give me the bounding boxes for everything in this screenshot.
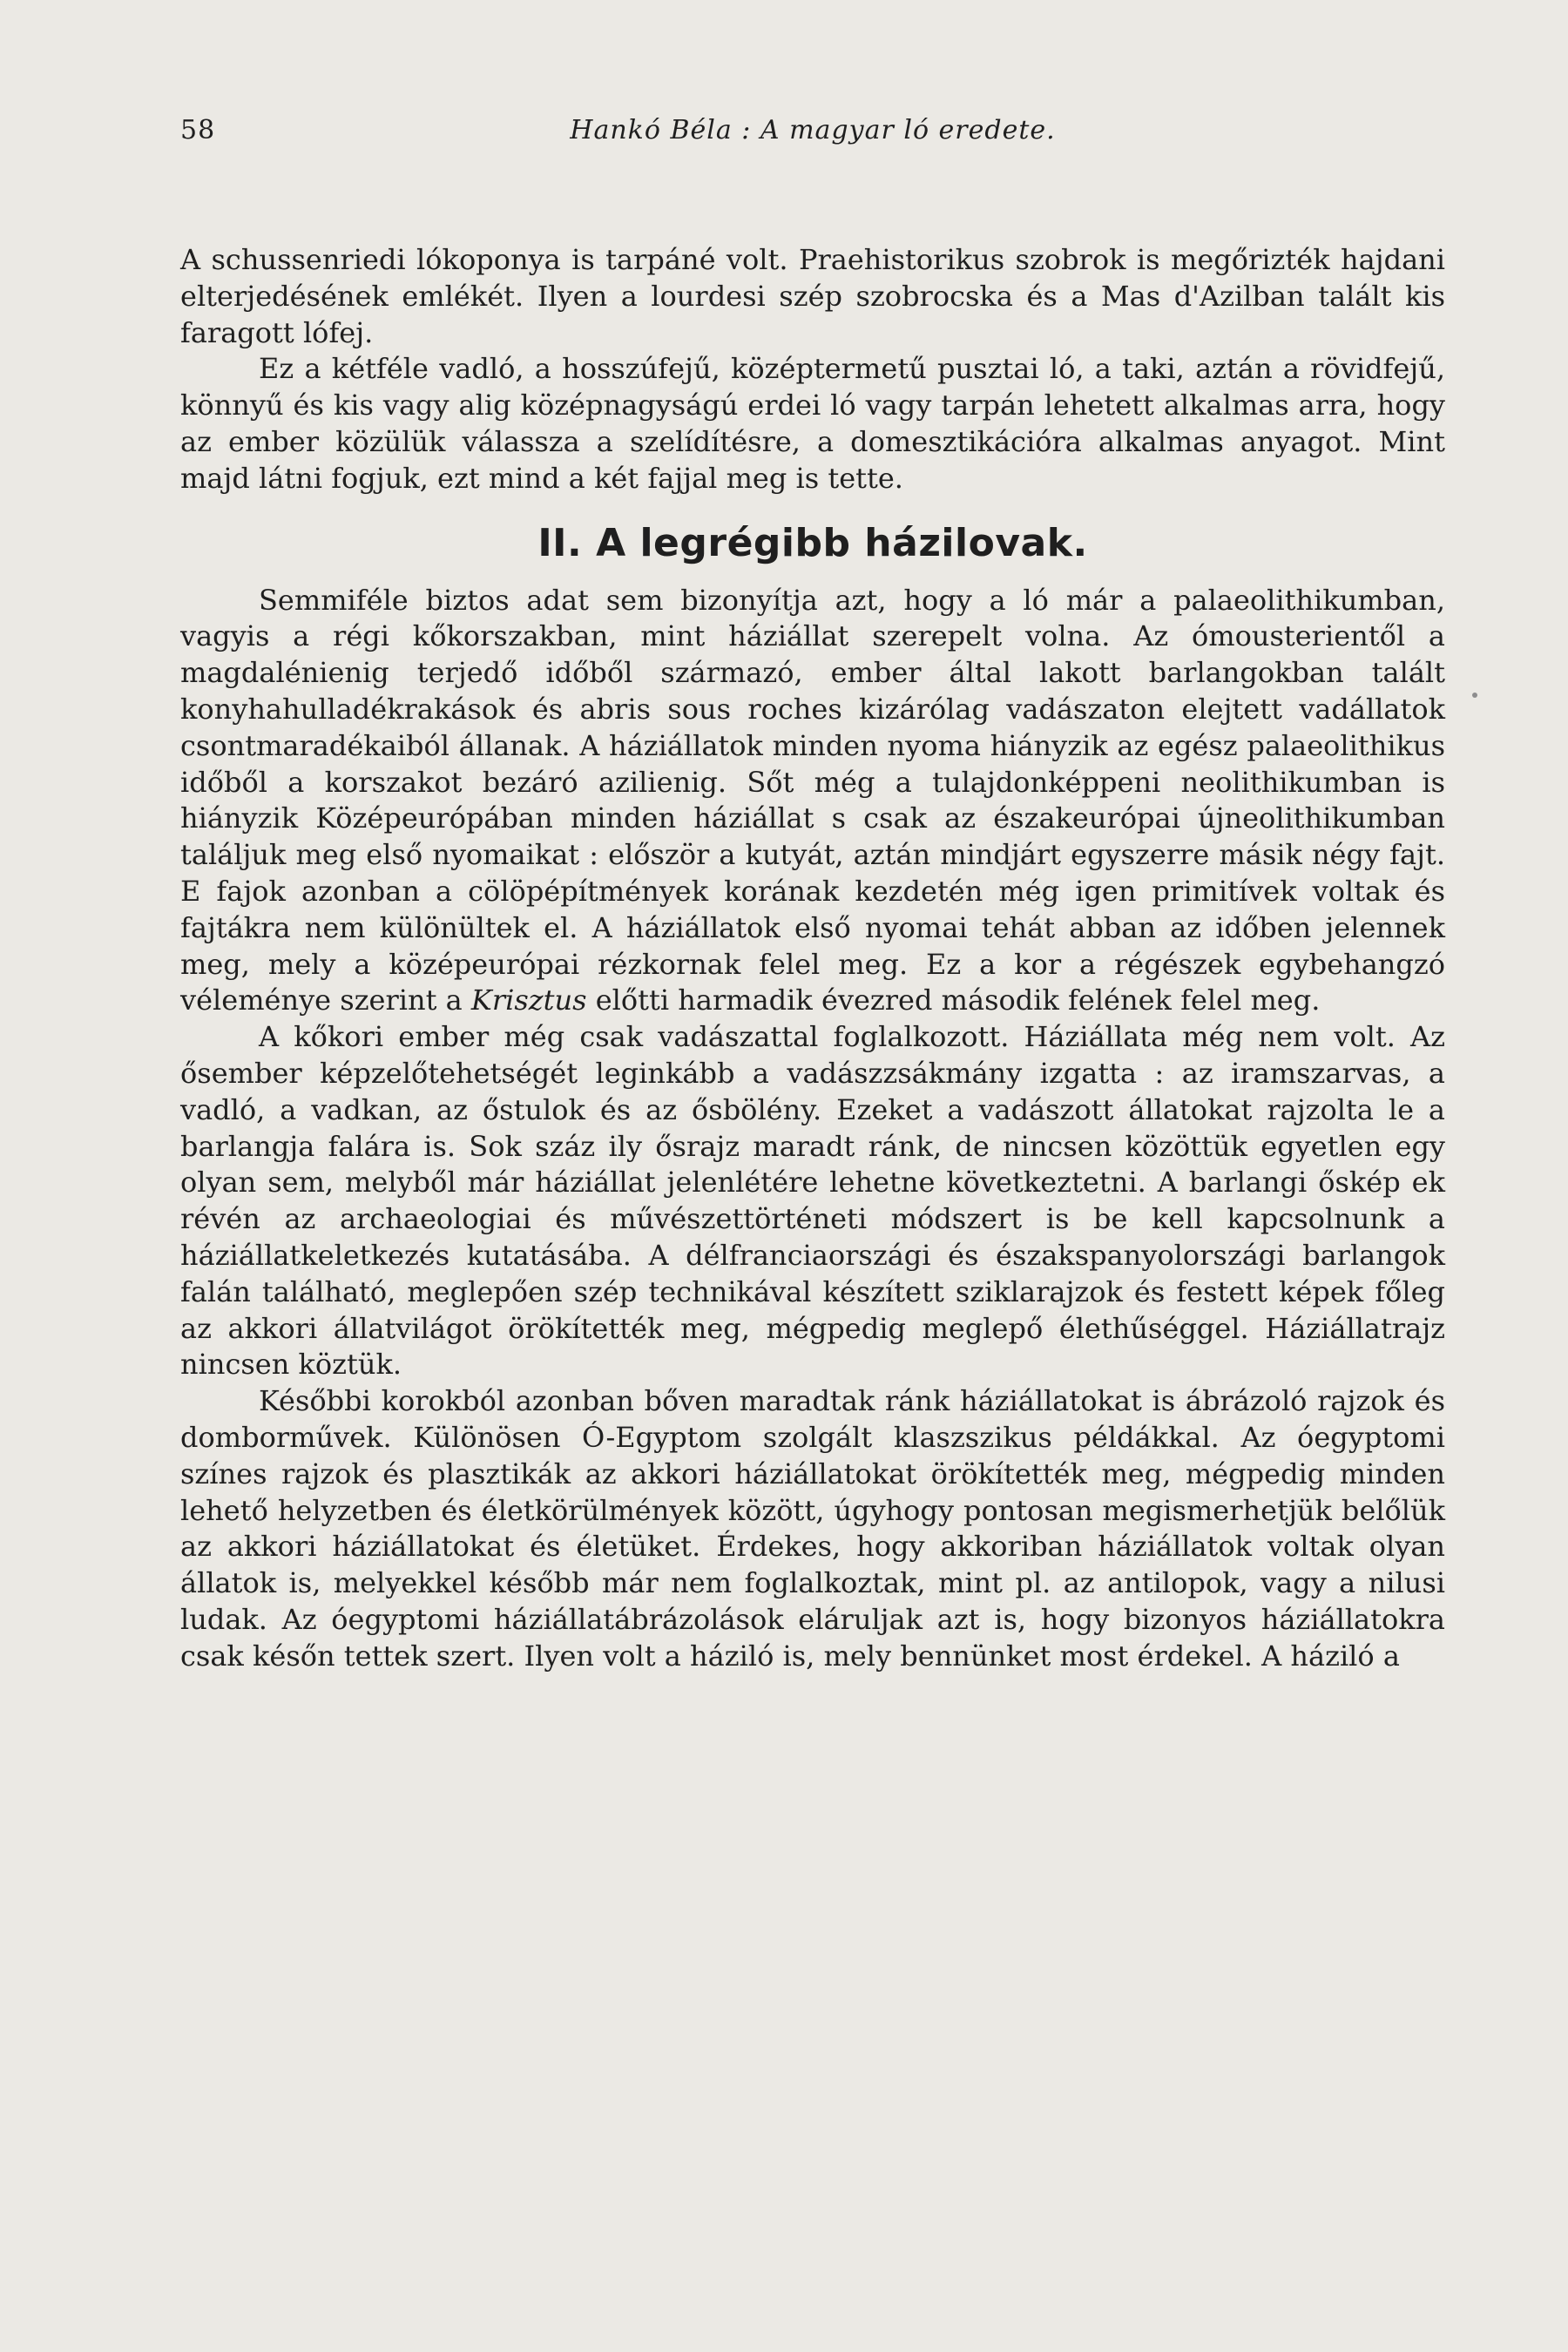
margin-dot-mark [1472, 693, 1477, 698]
emphasis-krisztus: Krisztus [470, 983, 587, 1017]
section-heading: II. A legrégibb házilovak. [537, 520, 1088, 565]
paragraph-1: A schussenriedi lókoponya is tarpáné volt. Praehistorikus szobrok is megőrizték hajdani elterjedésének emlékét. Ilyen a lourdesi szép szobrocska és a Mas d'Azilban talált kis faragott lófej. [180, 243, 1445, 349]
paragraph-3 [180, 583, 1445, 1020]
running-head: Hankó Béla : A magyar ló eredete. [570, 115, 1056, 145]
page-number: 58 [180, 115, 216, 145]
paragraph-3-text-a: Semmiféle biztos adat sem bizonyítja azt, hogy a ló már a palaeolithikumban, vagyis a régi kőkorszakban, mint háziállat szerepelt volna. Az ómousterientől a magdalénienig terjedő időből származó, ember által lakott barlangokban talált konyhahulladékrakások és abris sous roches kizárólag vadászaton elejtett vadállatok csontmaradékaiból állanak. A háziállatok minden nyoma hiányzik az egész palaeolithikus időből a korszakot bezáró azilienig. Sőt még a tulajdonképpeni neolithikumban is hiányzik Középeurópában minden háziállat s csak az északeurópai újneolithikumban találjuk meg első nyomaikat : először a kutyát, aztán mindjárt egyszerre másik négy fajt. E fajok azonban a cölöpépítmények korának kezdetén még igen primitívek voltak és fajtákra nem különültek el. A háziállatok első nyomai tehát abban az időben jelennek meg, mely a középeurópai rézkornak felel meg. Ez a kor a régészek egybehangzó véleménye szerint a [180, 583, 1445, 1017]
body-text [180, 242, 1445, 1674]
paragraph-2: Ez a kétféle vadló, a hosszúfejű, középtermetű pusztai ló, a taki, aztán a rövidfejű, könnyű és kis vagy alig középnagyságú erdei ló vagy tarpán lehetett alkalmas arra, hogy az ember közülük válassza a szelídítésre, a domesztikációra alkalmas anyagot. Mint majd látni fogjuk, ezt mind a két fajjal meg is tette. [180, 352, 1445, 495]
paragraph-3-text-b: előtti harmadik évezred második felének felel meg. [595, 983, 1321, 1017]
page-header [180, 115, 1445, 159]
paragraph-5: Későbbi korokból azonban bőven maradtak ránk háziállatokat is ábrázoló rajzok és domborművek. Különösen Ó-Egyptom szolgált klaszszikus példákkal. Az óegyptomi színes rajzok és plasztikák az akkori háziállatokat örökítették meg, mégpedig minden lehető helyzetben és életkörülmények között, úgyhogy pontosan megismerhetjük belőlük az akkori háziállatokat és életüket. Érdekes, hogy akkoriban háziállatok voltak olyan állatok is, melyekkel később már nem foglalkoztak, mint pl. az antilopok, vagy a nilusi ludak. Az óegyptomi háziállatábrázolások eláruljak azt is, hogy bizonyos háziállatokra csak későn tettek szert. Ilyen volt a háziló is, mely bennünket most érdekel. A háziló a [180, 1384, 1445, 1673]
paragraph-4: A kőkori ember még csak vadászattal foglalkozott. Háziállata még nem volt. Az ősember képzelőtehetségét leginkább a vadászzsákmány izgatta : az iramszarvas, a vadló, a vadkan, az őstulok és az ősbölény. Ezeket a vadászott állatokat rajzolta le a barlangja falára is. Sok száz ily ősrajz maradt ránk, de nincsen közöttük egyetlen egy olyan sem, melyből már háziállat jelenlétére lehetne következtetni. A barlangi őskép ek révén az archaeologiai és művészettörténeti módszert is be kell kapcsolnunk a háziállatkeletkezés kutatásába. A délfranciaországi és északspanyolországi barlangok falán található, meglepően szép technikával készített sziklarajzok és festett képek főleg az akkori állatvilágot örökítették meg, mégpedig meglepő élethűséggel. Háziállatrajz nincsen köztük. [180, 1020, 1445, 1382]
